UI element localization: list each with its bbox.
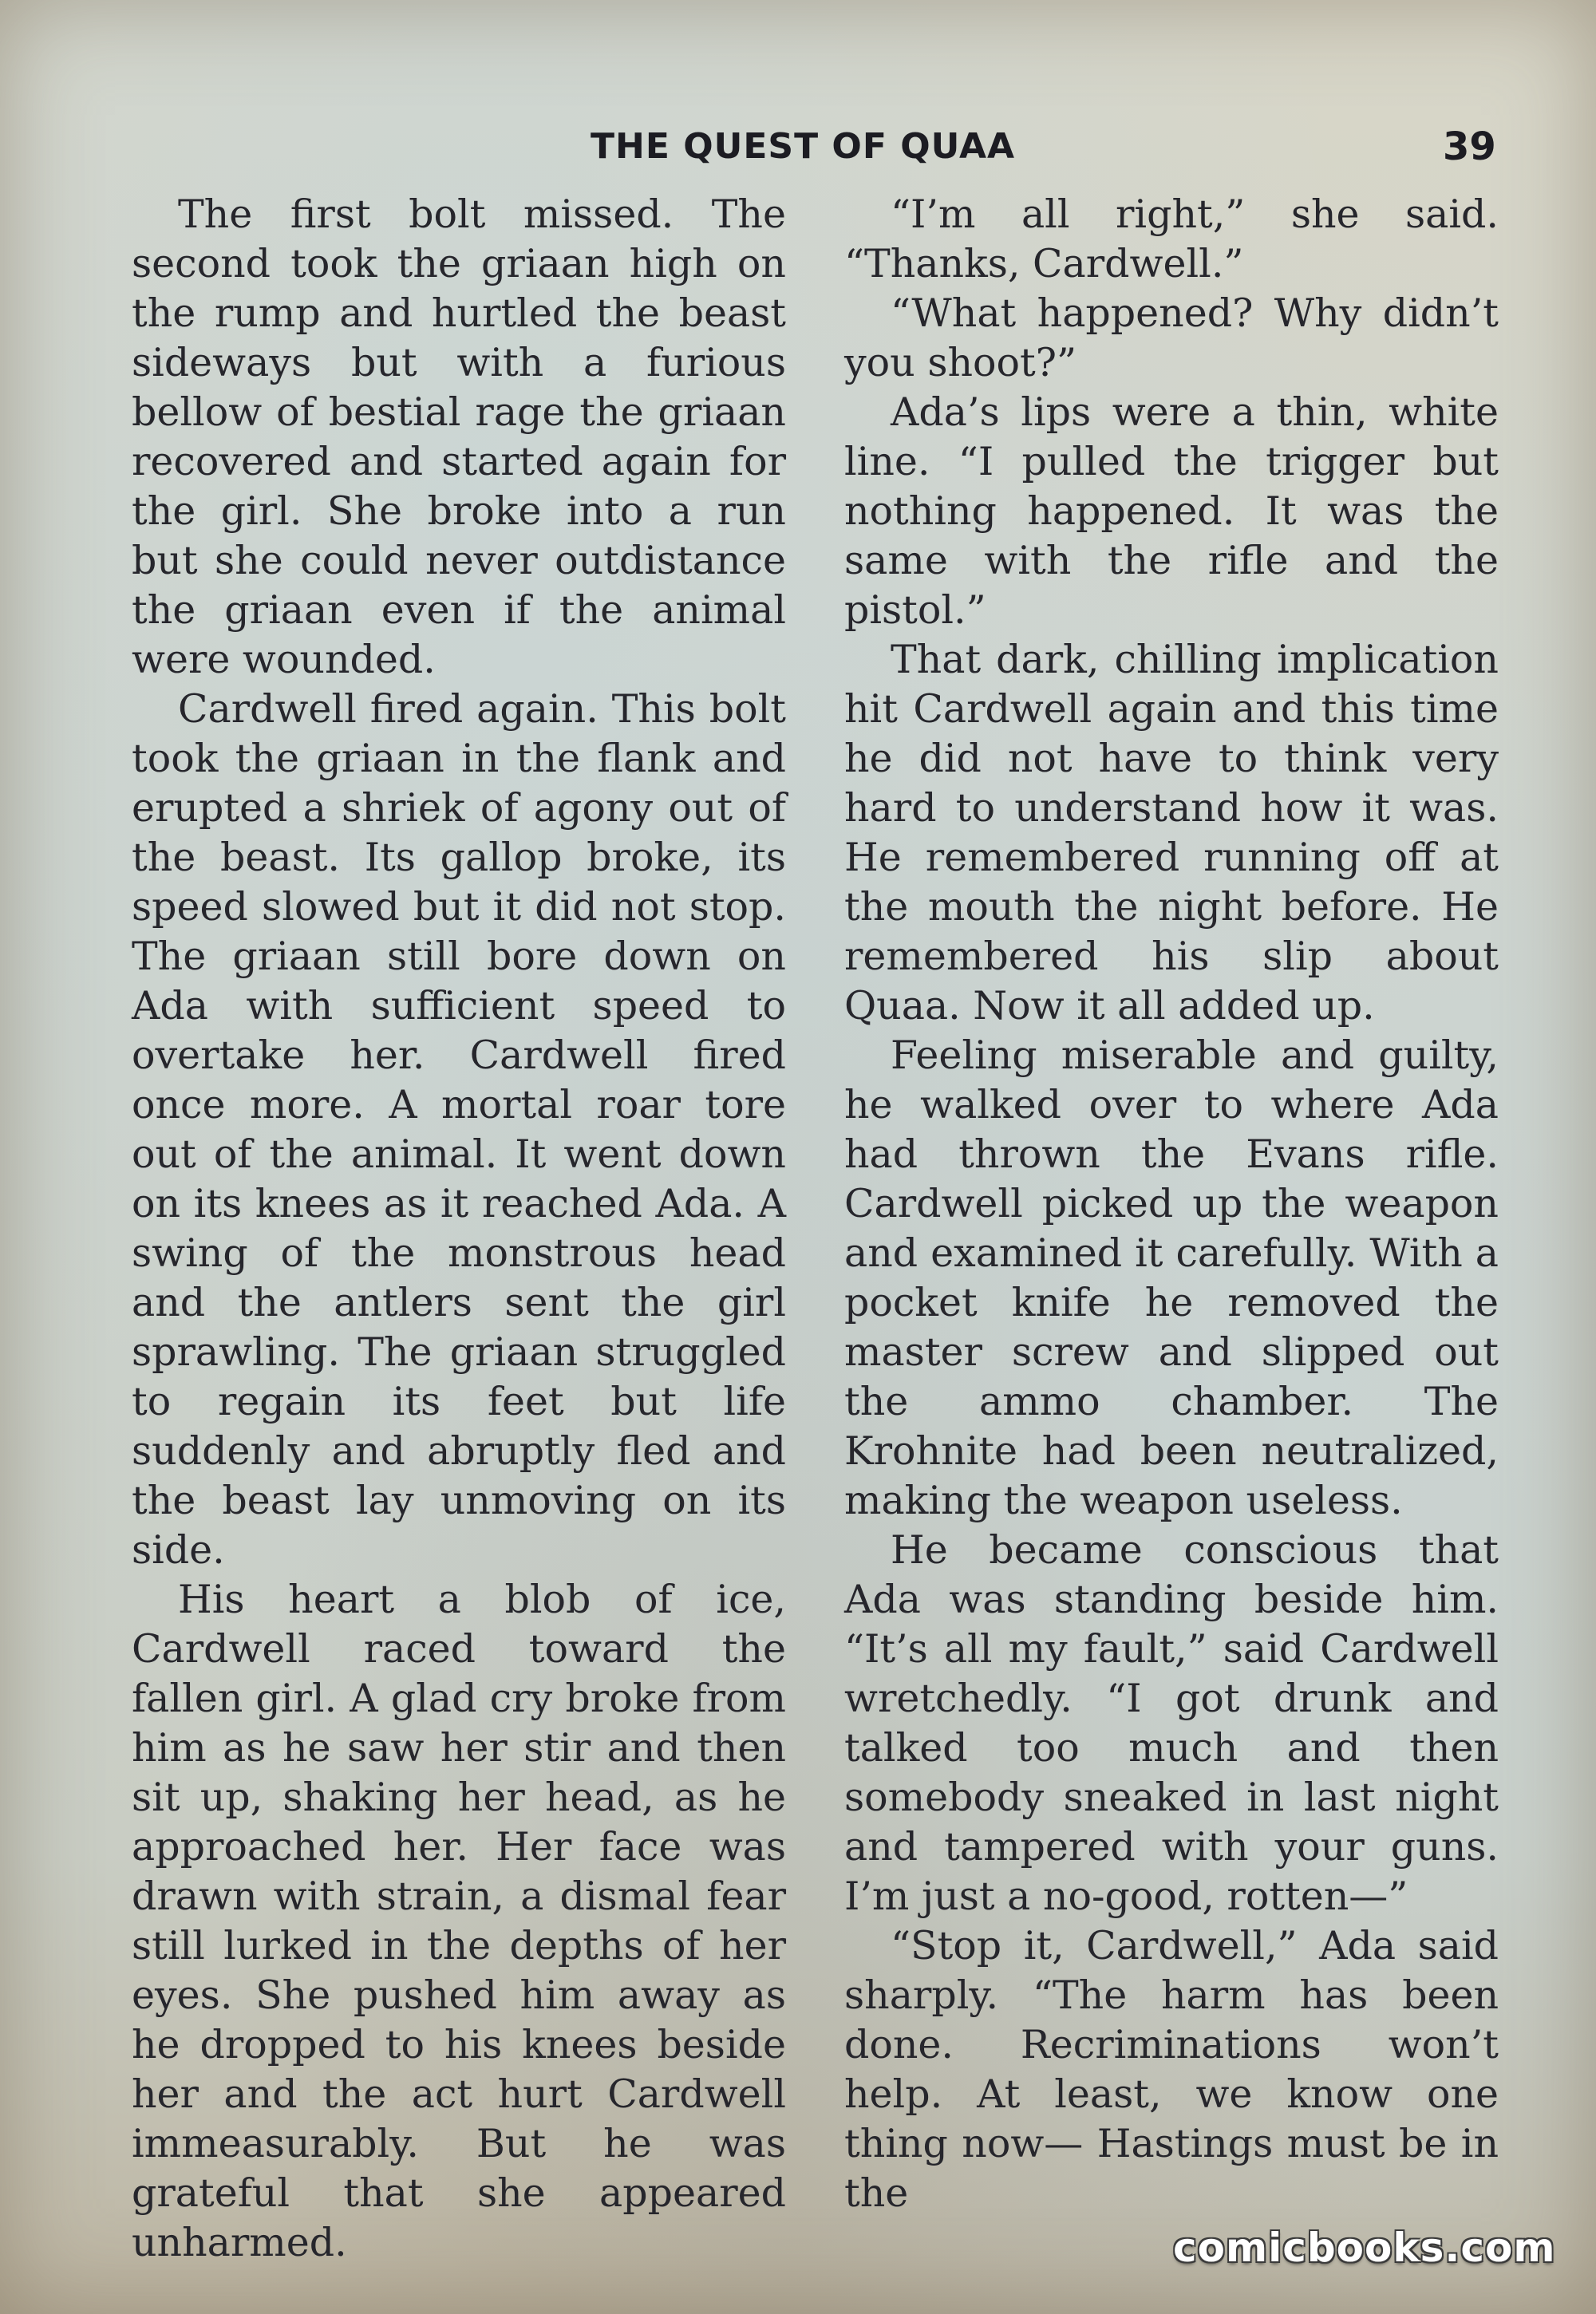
- left-paragraph-1: The first bolt missed. The second took the griaan high on the rump and hurtled the beast sideways but with a furious bellow of bestial rage the griaan recovered and started again for the girl. She broke into a run but she could never outdistance the griaan even if the animal were wounded.: [132, 192, 786, 682]
- right-paragraph-1: “I’m all right,” she said. “Thanks, Cardwell.”: [844, 192, 1499, 286]
- page-header: [0, 120, 1596, 176]
- right-paragraph-5: Feeling miserable and guilty, he walked over to where Ada had thrown the Evans rifle. Cardwell picked up the weapon and examined it carefully. With a pocket knife he removed the master screw and slipped out the ammo chamber. The Krohnite had been neutralized, making the weapon useless.: [844, 1033, 1499, 1523]
- right-paragraph-4: That dark, chilling implication hit Cardwell again and this time he did not have to think very hard to understand how it was. He remembered running off at the mouth the night before. He remembered his slip about Quaa. Now it all added up.: [844, 637, 1499, 1029]
- left-paragraph-2: Cardwell fired again. This bolt took the griaan in the flank and erupted a shriek of agony out of the beast. Its gallop broke, its speed slowed but it did not stop. The griaan still bore down on Ada with sufficient speed to overtake her. Cardwell fired once more. A mortal roar tore out of the animal. It went down on its knees as it reached Ada. A swing of the monstrous head and the antlers sent the girl sprawling. The griaan struggled to regain its feet but life suddenly and abruptly fled and the beast lay unmoving on its side.: [132, 686, 786, 1573]
- right-paragraph-7: “Stop it, Cardwell,” Ada said sharply. “The harm has been done. Recriminations won’t help. At least, we know one thing now— Hastings must be in the: [844, 1923, 1499, 2216]
- left-column: [132, 190, 786, 2268]
- right-paragraph-6: He became conscious that Ada was standing beside him. “It’s all my fault,” said Cardwell wretchedly. “I got drunk and talked too much and then somebody sneaked in last night and tampered with your guns. I’m just a no-good, rotten—”: [844, 1527, 1499, 1919]
- running-title: THE QUEST OF QUAA: [591, 126, 1016, 167]
- watermark: comicbooks.com: [1173, 2225, 1556, 2271]
- page-number: 39: [1443, 124, 1496, 169]
- left-paragraph-3: His heart a blob of ice, Cardwell raced toward the fallen girl. A glad cry broke from him as he saw her stir and then sit up, shaking her head, as he approached her. Her face was drawn with strain, a dismal fear still lurked in the depths of her eyes. She pushed him away as he dropped to his knees beside her and the act hurt Cardwell immeasurably. But he was grateful that she appeared unharmed.: [132, 1577, 786, 2265]
- right-paragraph-3: Ada’s lips were a thin, white line. “I pulled the trigger but nothing happened. It was the same with the rifle and the pistol.”: [844, 389, 1499, 633]
- right-paragraph-2: “What happened? Why didn’t you shoot?”: [844, 290, 1499, 385]
- right-column: [844, 190, 1499, 2218]
